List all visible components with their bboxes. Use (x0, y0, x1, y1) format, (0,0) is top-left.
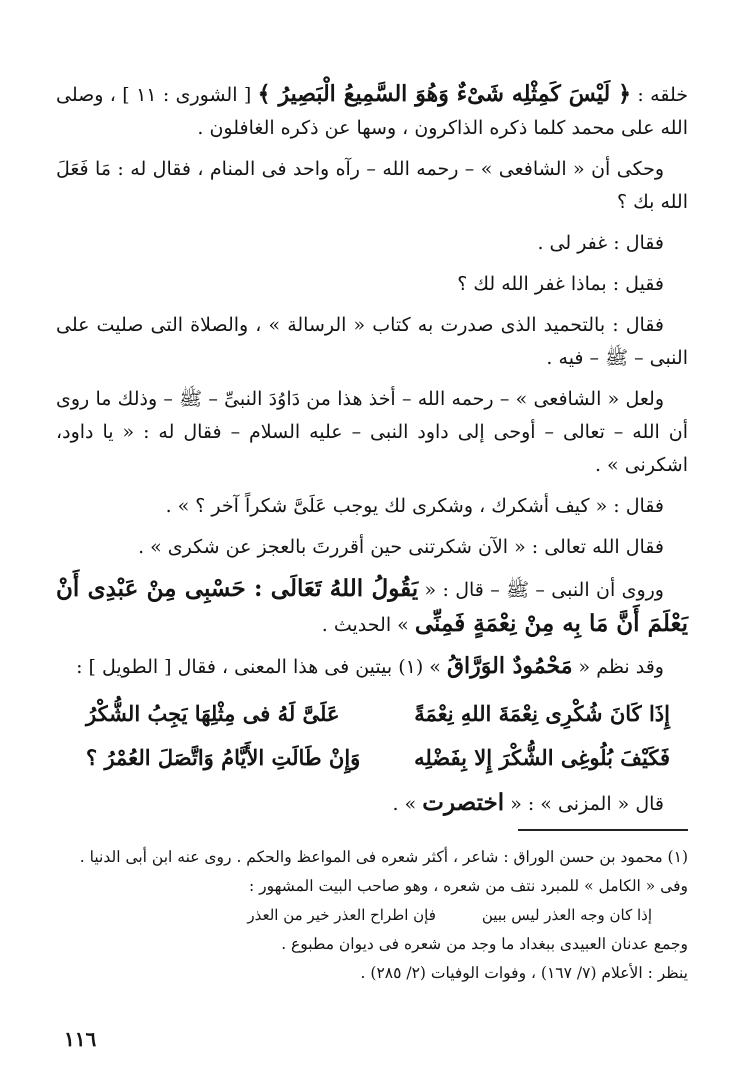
footnote-verse-first: إذا كان وجه العذر ليس ببين (481, 906, 652, 924)
footnote-separator (518, 829, 688, 831)
paragraph-10-tail: » (١) بيتين فى هذا المعنى ، فقال [ الطويل ] : (76, 656, 441, 678)
paragraph-10 (56, 650, 688, 684)
poet-name: مَحْمُودٌ الوَرَّاقُ (446, 653, 573, 679)
paragraph-5: فقال : بالتحميد الذى صدرت به كتاب « الرسالة » ، والصلاة التى صليت على النبى – ﷺ – فيه . (56, 314, 688, 369)
main-text (56, 78, 688, 829)
poem-hemistich-first: فَكَيْفَ بُلُوغِى الشُّكْرَ إِلا بِفَضْلِه (414, 745, 670, 770)
paragraph-4: فقيل : بماذا غفر الله لك ؟ (457, 273, 664, 295)
paragraph-2: وحكى أن « الشافعى » – رحمه الله – رآه واحد فى المنام ، فقال له : مَا فَعَلَ الله بك ؟ (56, 158, 688, 213)
footnote-line-2: وجمع عدنان العبيدى ببغداد ما وجد من شعره فى ديوان مطبوع . (281, 935, 688, 953)
paragraph-3: فقال : غفر لى . (537, 232, 664, 254)
paragraph-8: فقال الله تعالى : « الآن شكرتنى حين أقررتَ بالعجز عن شكرى » . (138, 536, 664, 558)
paragraph-10-lead: وقد نظم « (578, 656, 664, 678)
paragraph-1 (56, 78, 688, 145)
footnote-1: (١) محمود بن حسن الوراق : شاعر ، أكثر شعره فى المواعظ والحكم . روى عنه ابن أبى الدنيا . وفى « الكامل » للمبرد نتف من شعره ، وهو صاحب البيت المشهور : (79, 848, 688, 895)
paragraph-9-lead: وروى أن النبى – ﷺ – قال : « (424, 579, 664, 601)
paragraph-11 (56, 786, 688, 821)
paragraph-11-lead: قال « المزنى » : « (510, 793, 664, 815)
highlighted-word: اختصرت (422, 789, 505, 816)
paragraph-1-rest: [ الشورى : ١١ ] ، وصلى الله على محمد كلما ذكره الذاكرون ، وسها عن ذكره الغافلون . (56, 84, 688, 139)
footnote-verse-second: فإن اطراح العذر خير من العذر (247, 906, 436, 924)
quranic-verse: ﴿ لَيْسَ كَمِثْلِه شَىْءٌ وَهُوَ السَّمِيعُ الْبَصِيرُ ﴾ (257, 81, 632, 107)
paragraph-11-tail: » . (392, 793, 417, 815)
poem-line (56, 692, 688, 736)
footnote-verse (56, 901, 688, 930)
paragraph-6: ولعل « الشافعى » – رحمه الله – أخذ هذا من دَاوُدَ النبىِّ – ﷺ – وذلك ما روى أن الله – تعالى – أوحى إلى داود النبى – عليه السلام – فقال له : « يا داود، اشكرنى » . (56, 388, 688, 476)
hadith-text: يَقُولُ اللهُ تَعَالَى : حَسْبِى مِنْ عَبْدِى أَنْ يَعْلَمَ أَنَّ مَا بِه مِنْ نِعْمَةٍ فَمِنِّى (56, 575, 688, 637)
paragraph-9 (56, 572, 688, 642)
footnotes (56, 843, 688, 988)
poem (56, 692, 688, 780)
footnote-line-3: ينظر : الأعلام (٧/ ١٦٧) ، وفوات الوفيات (٢/ ٢٨٥) . (360, 964, 688, 982)
paragraph-1-lead: خلقه : (637, 84, 688, 106)
paragraph-9-tail: » الحديث . (321, 614, 409, 636)
paragraph-7: فقال : « كيف أشكرك ، وشكرى لك يوجب عَلَىَّ شكراً آخر ؟ » . (165, 495, 664, 517)
poem-line (56, 736, 688, 780)
page-number: ١١٦ (64, 1027, 97, 1051)
poem-hemistich-second: عَلَىَّ لَهُ فى مِثْلِهَا يَجِبُ الشُّكْرُ (86, 701, 340, 726)
poem-hemistich-first: إِذَا كَانَ شُكْرِى نِعْمَةَ اللهِ نِعْمَةً (414, 701, 670, 726)
poem-hemistich-second: وَإِنْ طَالَتِ الأَيَّامُ وَاتَّصَلَ العُمْرُ ؟ (86, 745, 361, 770)
